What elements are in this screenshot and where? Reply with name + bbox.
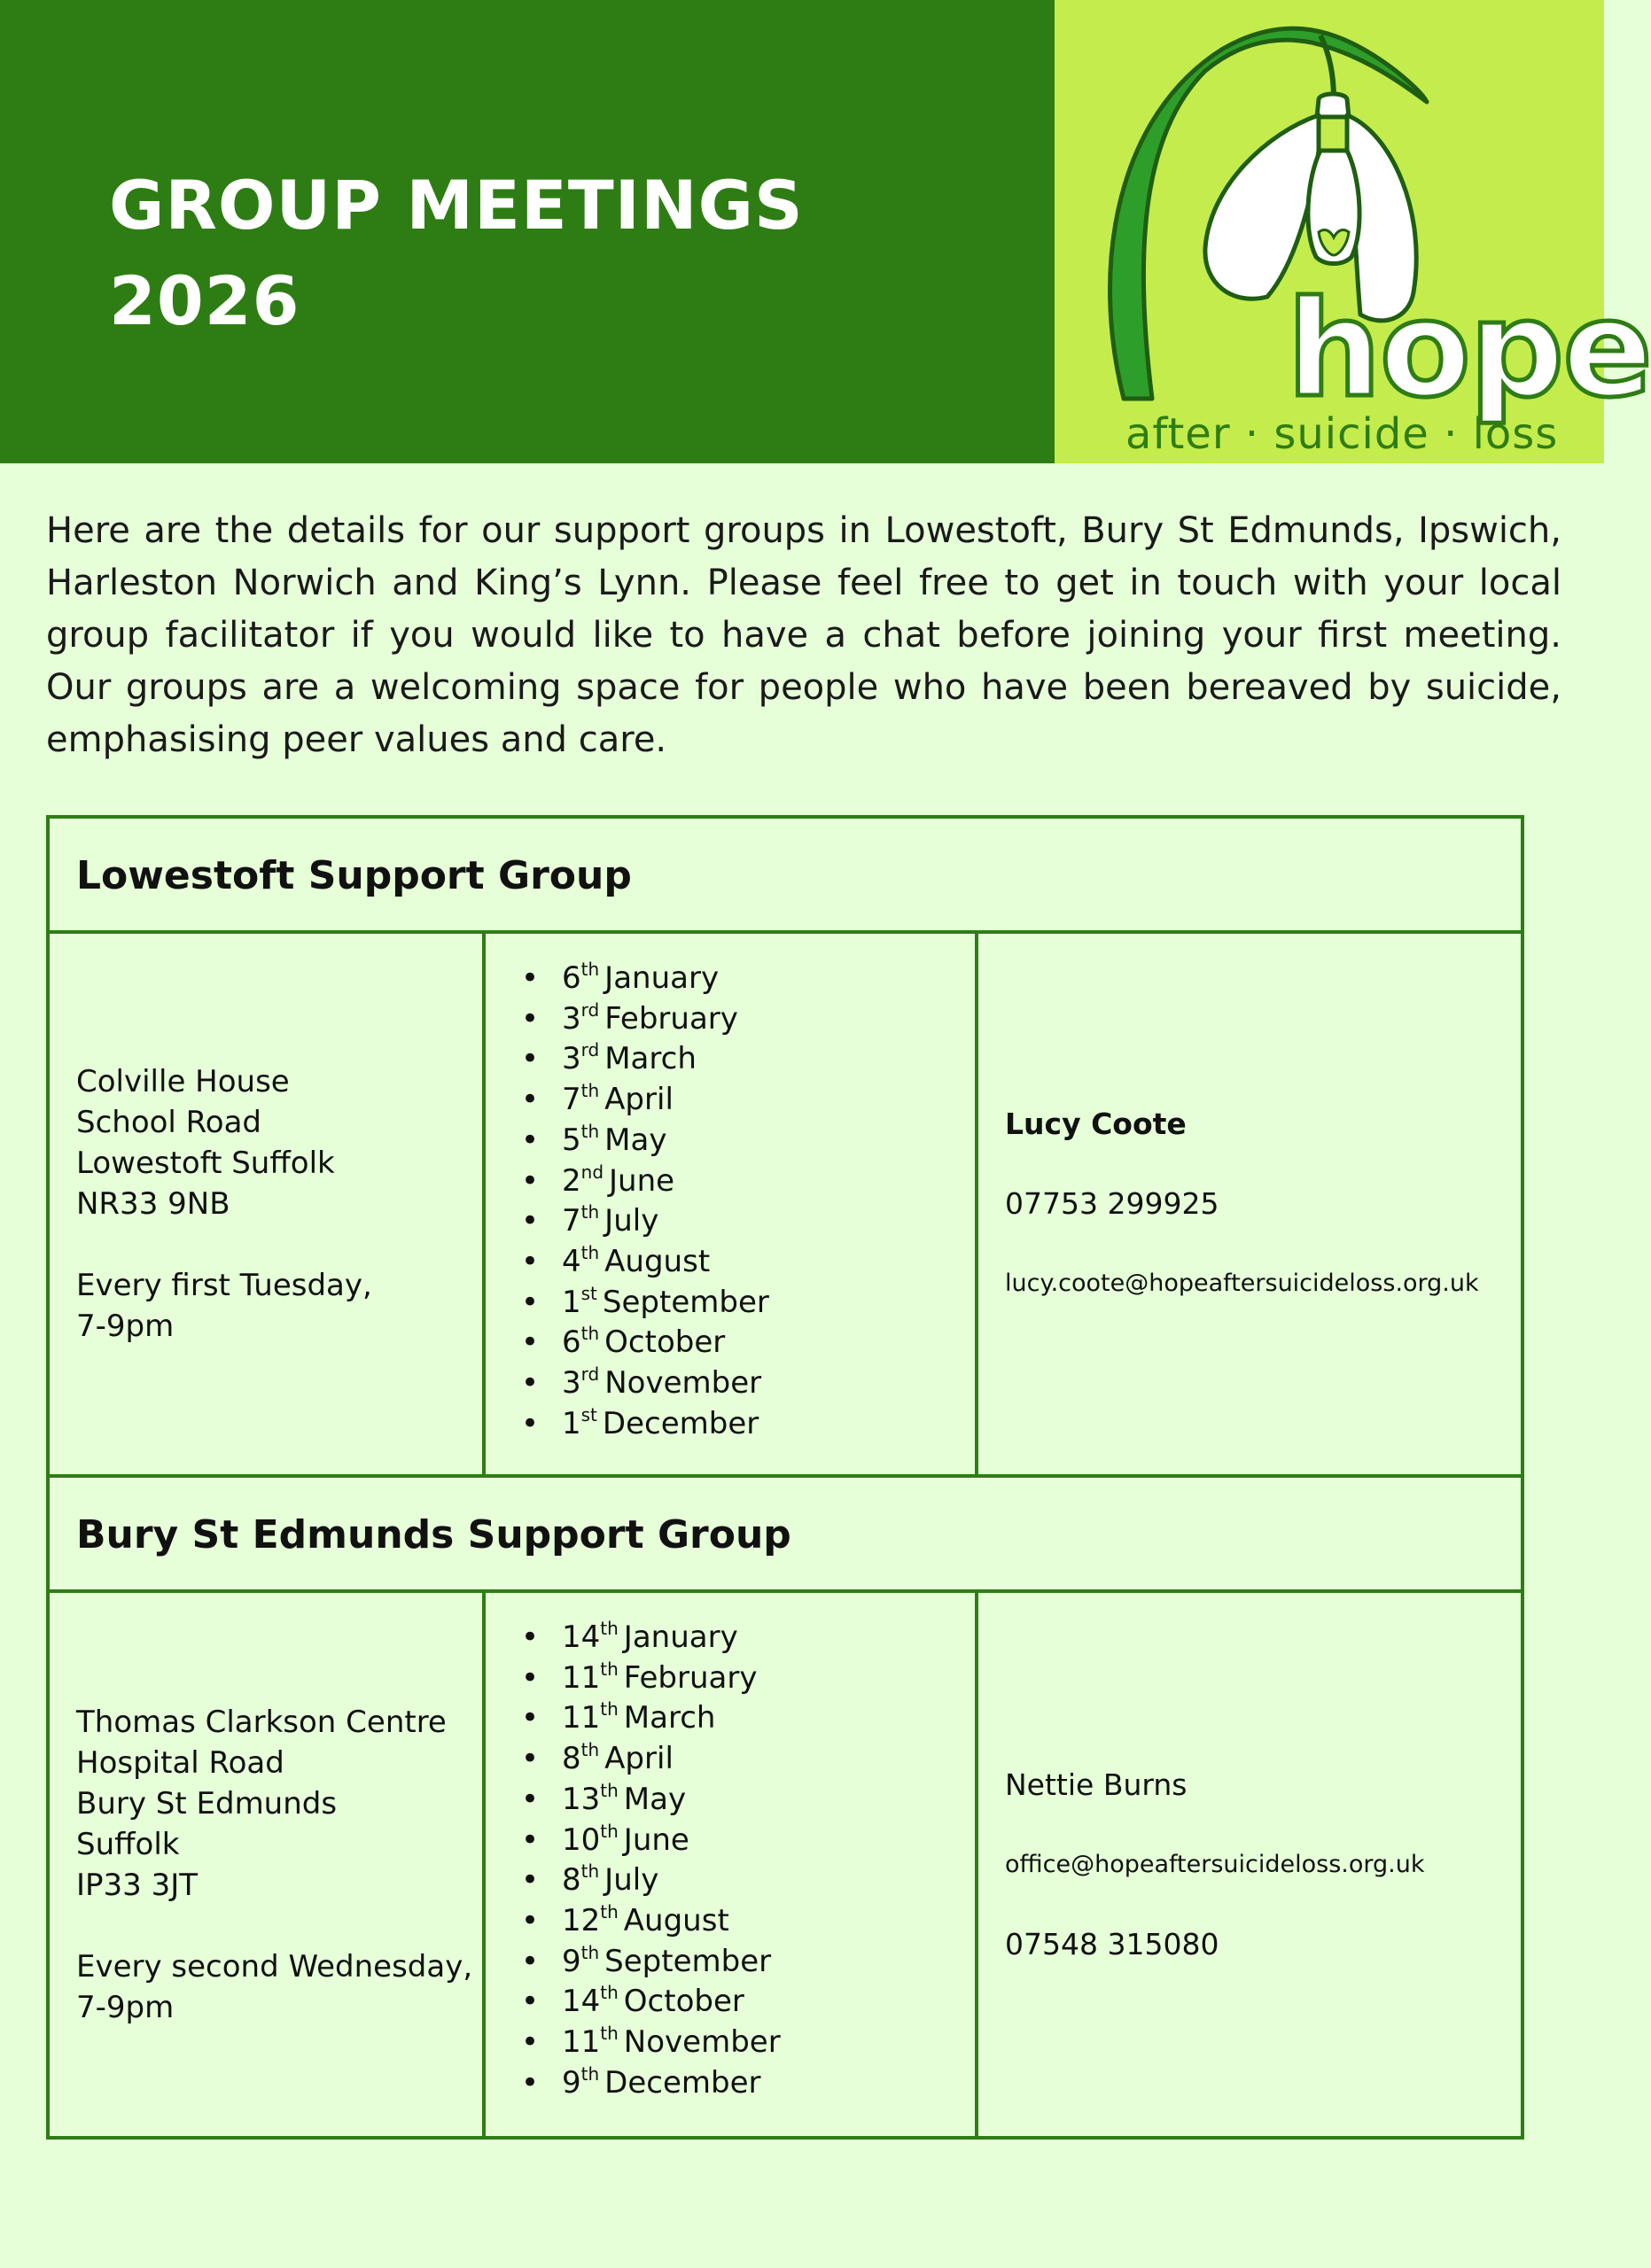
date-suffix: th: [580, 1120, 600, 1142]
date-suffix: rd: [580, 1363, 600, 1386]
meeting-date: [521, 1982, 975, 2023]
groups-table: [46, 815, 1524, 2140]
dates-cell: [486, 1593, 978, 2136]
contact-name: Lucy Coote: [1005, 1107, 1187, 1141]
date-month: October: [604, 1324, 726, 1361]
date-suffix: th: [600, 2023, 619, 2045]
meeting-date: [521, 1039, 975, 1080]
date-month: April: [604, 1741, 674, 1777]
date-day: 10: [562, 1821, 601, 1858]
meeting-date: [521, 2063, 975, 2104]
contact-name: Nettie Burns: [1005, 1767, 1188, 1802]
date-suffix: th: [600, 1820, 619, 1842]
address-line: Lowestoft Suffolk: [76, 1146, 335, 1181]
date-day: 3: [562, 1365, 581, 1402]
date-day: 6: [562, 1324, 581, 1361]
logo-tagline: after · suicide · loss: [1125, 409, 1559, 459]
date-month: January: [623, 1619, 738, 1655]
meeting-date: [521, 959, 975, 999]
address-line: IP33 3JT: [76, 1867, 199, 1903]
contact-cell: [978, 934, 1521, 1474]
address-line: Thomas Clarkson Centre: [76, 1704, 447, 1740]
contact-cell: [978, 1593, 1521, 2136]
date-month: July: [604, 1203, 659, 1239]
date-suffix: th: [580, 1739, 600, 1761]
date-month: November: [604, 1365, 762, 1402]
date-day: 3: [562, 1041, 581, 1077]
meeting-date: [521, 1739, 975, 1780]
logo: [1055, 0, 1651, 463]
contact-phone[interactable]: 07548 315080: [1005, 1926, 1219, 1961]
dates-cell: [486, 934, 978, 1474]
date-month: November: [623, 2024, 781, 2061]
group-row: [50, 1593, 1521, 2136]
meeting-date: [521, 1201, 975, 1242]
logo-wordmark: hope: [1287, 273, 1651, 427]
date-day: 6: [562, 960, 581, 996]
date-month: May: [604, 1122, 667, 1158]
address-line: Suffolk: [76, 1826, 180, 1862]
schedule-line: 7-9pm: [76, 1989, 175, 2025]
date-suffix: th: [580, 1241, 600, 1263]
date-month: August: [623, 1902, 729, 1938]
meeting-date: [521, 1323, 975, 1363]
date-suffix: nd: [580, 1161, 604, 1183]
header-banner: [0, 0, 1055, 463]
date-day: 7: [562, 1203, 581, 1239]
date-day: 9: [562, 2064, 581, 2101]
schedule-line: Every first Tuesday,: [76, 1268, 372, 1303]
meeting-date: [521, 1363, 975, 1404]
location-cell: [50, 934, 486, 1474]
group-row: [50, 934, 1521, 1478]
date-month: December: [602, 1405, 759, 1441]
meeting-date: [521, 1404, 975, 1445]
dates-list: [486, 959, 975, 1444]
date-month: June: [609, 1162, 675, 1199]
date-month: September: [602, 1284, 769, 1320]
date-suffix: rd: [580, 998, 600, 1021]
date-suffix: th: [580, 1323, 600, 1345]
date-month: March: [604, 1041, 697, 1077]
date-month: July: [604, 1862, 659, 1899]
date-day: 9: [562, 1943, 581, 1979]
date-day: 5: [562, 1122, 581, 1158]
date-day: 1: [562, 1284, 581, 1320]
meeting-date: [521, 1161, 975, 1202]
date-month: March: [623, 1700, 716, 1736]
date-suffix: th: [580, 1080, 600, 1102]
date-day: 11: [562, 2024, 601, 2061]
date-suffix: th: [580, 1201, 600, 1223]
address-line: Bury St Edmunds: [76, 1785, 338, 1821]
date-suffix: th: [600, 1618, 619, 1639]
meeting-date: [521, 1901, 975, 1942]
date-month: January: [604, 960, 720, 996]
meeting-date: [521, 999, 975, 1040]
title-line-1: GROUP MEETINGS: [109, 166, 804, 245]
date-day: 4: [562, 1243, 581, 1279]
date-month: October: [623, 1984, 744, 2020]
date-suffix: th: [600, 1658, 619, 1680]
address-block: [76, 1061, 372, 1347]
meeting-date: [521, 1821, 975, 1861]
date-month: August: [604, 1243, 711, 1279]
meeting-date: [521, 1780, 975, 1821]
page-title: [109, 158, 804, 349]
meeting-date: [521, 2023, 975, 2063]
meeting-date: [521, 1080, 975, 1121]
group-title: Bury St Edmunds Support Group: [50, 1478, 1521, 1593]
date-suffix: st: [580, 1403, 597, 1425]
date-suffix: th: [580, 1860, 600, 1883]
location-cell: [50, 1593, 486, 2136]
contact-phone[interactable]: 07753 299925: [1005, 1186, 1219, 1221]
intro-paragraph: Here are the details for our support groups in Lowestoft, Bury St Edmunds, Ipswich, Harleston Norwich and King’s Lynn. Please feel free to get in touch with your local group facilitator if you would like to have a chat before joining your first meeting. Our groups are a welcoming space for people who have been bereaved by suicide, emphasising peer values and care.: [46, 510, 1561, 760]
meeting-date: [521, 1242, 975, 1283]
date-suffix: th: [600, 1900, 619, 1922]
date-suffix: th: [600, 1698, 619, 1720]
date-day: 14: [562, 1619, 601, 1655]
date-day: 8: [562, 1862, 581, 1899]
date-day: 3: [562, 1000, 581, 1037]
date-month: May: [623, 1781, 687, 1817]
date-day: 2: [562, 1162, 581, 1199]
date-day: 7: [562, 1082, 581, 1118]
date-day: 11: [562, 1659, 601, 1696]
contact-email[interactable]: lucy.coote@hopeaftersuicideloss.org.uk: [1005, 1270, 1479, 1297]
meeting-date: [521, 1283, 975, 1324]
date-day: 14: [562, 1984, 601, 2020]
meeting-date: [521, 1942, 975, 1983]
date-month: February: [623, 1659, 758, 1696]
meeting-date: [521, 1860, 975, 1901]
date-suffix: th: [580, 2062, 600, 2085]
dates-list: [486, 1618, 975, 2103]
schedule-line: Every second Wednesday,: [76, 1948, 473, 1984]
date-month: December: [604, 2064, 761, 2101]
meeting-date: [521, 1121, 975, 1161]
address-line: School Road: [76, 1105, 261, 1140]
address-line: Colville House: [76, 1064, 290, 1099]
date-month: February: [604, 1000, 738, 1037]
date-day: 12: [562, 1902, 601, 1938]
date-day: 8: [562, 1741, 581, 1777]
date-suffix: th: [580, 1941, 600, 1963]
date-suffix: rd: [580, 1039, 600, 1061]
date-day: 11: [562, 1700, 601, 1736]
meeting-date: [521, 1618, 975, 1658]
date-month: June: [623, 1821, 689, 1858]
date-day: 13: [562, 1781, 601, 1817]
date-month: April: [604, 1082, 674, 1118]
meeting-date: [521, 1658, 975, 1699]
date-suffix: th: [580, 959, 600, 980]
contact-email[interactable]: office@hopeaftersuicideloss.org.uk: [1005, 1850, 1425, 1878]
date-month: September: [604, 1943, 772, 1979]
date-day: 1: [562, 1405, 581, 1441]
address-line: NR33 9NB: [76, 1186, 230, 1222]
date-suffix: th: [600, 1982, 619, 2004]
address-block: [76, 1702, 472, 2028]
title-line-2: 2026: [109, 261, 300, 340]
address-line: Hospital Road: [76, 1744, 284, 1781]
date-suffix: st: [580, 1282, 597, 1304]
group-title: Lowestoft Support Group: [50, 819, 1521, 934]
meeting-date: [521, 1698, 975, 1739]
schedule-line: 7-9pm: [76, 1309, 175, 1344]
date-suffix: th: [600, 1779, 619, 1801]
